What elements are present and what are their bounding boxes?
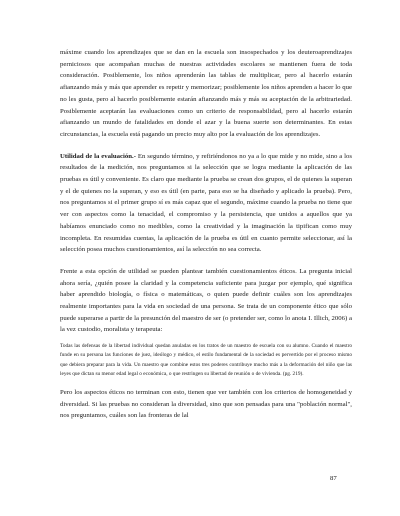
- block-quote: Todas las defensas de la libertad individual quedan anuladas en los tratos de un maestro de escuela con su alumno. Cuando el maestro funde en su persona las funciones de juez, ideólogo y médico, el estilo fundamental de la sociedad es pervertido por el proceso mismo que debiera preparar para la vida. Un maestro que combine estos tres poderes contribuye mucho más a la deformación del niño que las leyes que dictan su menor edad legal o económica, o que restringen su libertad de reunión o de vivienda. (pg. 219).: [60, 343, 352, 377]
- page-number: 87: [330, 475, 337, 482]
- paragraph-1: máxime cuando los aprendizajes que se dan en la escuela son insospechados y los deuteroaprendizajes perniciosos que acompañan muchas de nuestras actividades escolares se mantienen fuera de toda consideración. Posiblemente, los niños aprenderán las tablas de multiplicar, pero al hacerlo estarán afianzando más y más que aprender es repetir y memorizar; posiblemente los niños aprenden a hacer lo que no les gusta, pero al hacerlo posiblemente estarán afianzando más y más su aceptación de la arbitrariedad. Posiblemente aceptarán las evaluaciones como un criterio de responsabilidad, pero al hacerlo estarán afianzando un mundo de fatalidades en donde el azar y la buena suerte son determinantes. En estas circunstancias, la escuela está pagando un precio muy alto por la evaluación de los aprendizajes.: [60, 49, 352, 138]
- paragraph-4: Pero los aspectos éticos no terminan con esto, tienen que ver también con los criterios de homogeneidad y diversidad. Si las pruebas no consideran la diversidad, sino que son pensadas para una "población normal", nos preguntamos, cuáles son las fronteras de lal: [60, 388, 352, 420]
- section-heading-utilidad: Utilidad de la evaluación.-: [60, 152, 136, 160]
- paragraph-2-body: En segundo término, y refiriéndonos no ya a lo que mide y no mide, sino a los resultados de la medición, nos preguntamos si la selección que se logra mediante la aplicación de las pruebas es útil y conveniente. Es claro que mediante la prueba se crean dos grupos, el de quienes la superan y el de quienes no la superan, y eso es útil (en parte, para eso se ha diseñado y aplicado la prueba). Pero, nos preguntamos si el primer grupo sí es más capaz que el segundo, máxime cuando la prueba no tiene que ver con aspectos como la tenacidad, el compromiso y la persistencia, que unidos a aquellos que ya habíamos enunciado como no medibles, como la creatividad y la imaginación la tipifican como muy incompleta. En resumidas cuentas, la aplicación de la prueba es útil en cuanto permite seleccionar, así la selección posea muchos cuestionamientos, así la selección no sea correcta.: [60, 152, 352, 254]
- page-body: [60, 47, 352, 422]
- paragraph-2: [60, 151, 352, 256]
- paragraph-3: Frente a esta opción de utilidad se pueden plantear también cuestionamientos éticos. La pregunta inicial ahora sería, ¿quién posee la claridad y la competencia suficiente para juzgar por ejemplo, qué significa haber aprendido biología, o física o matemáticas, o quien puede definir cuáles son los aprendizajes realmente importantes para la vida en sociedad de una persona. Se trata de un componente ético que sólo puede superarse a partir de la presunción del maestro de ser (o pretender ser, como lo anota I. Illich, 2006) a la vez custodio, moralista y terapeuta:: [60, 267, 352, 334]
